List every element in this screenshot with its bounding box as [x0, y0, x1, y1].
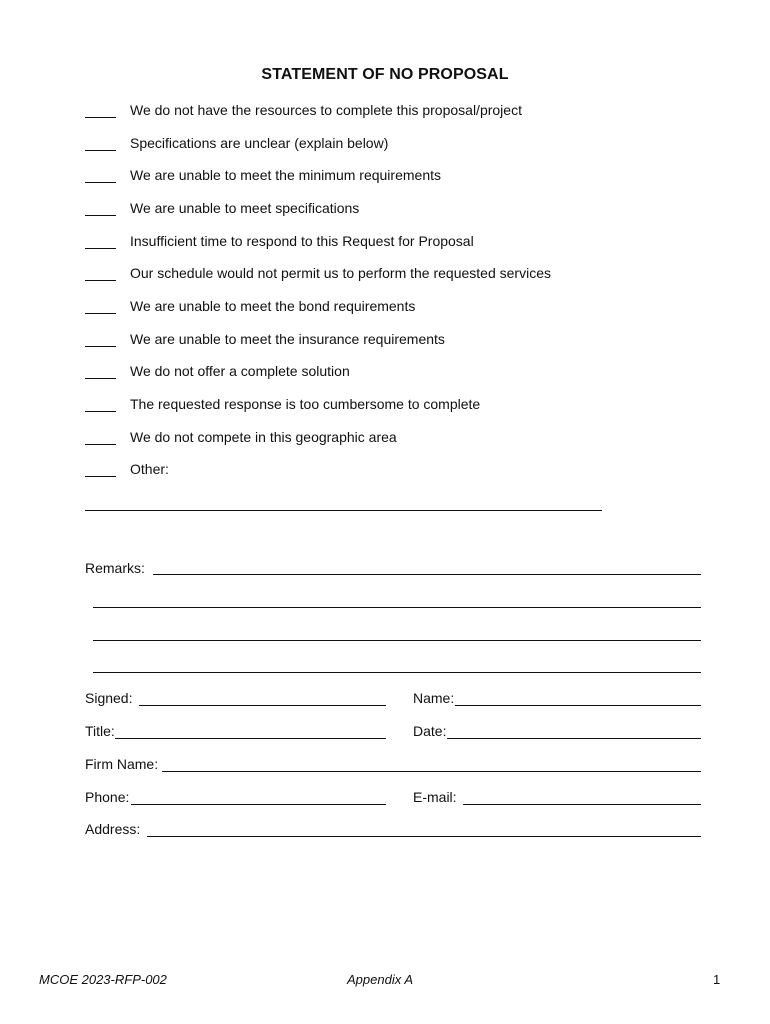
option-checkbox-blank[interactable]	[85, 215, 116, 216]
option-checkbox-blank[interactable]	[85, 280, 116, 281]
option-label: We do not offer a complete solution	[130, 363, 350, 379]
title-label: Title:	[85, 723, 115, 739]
option-label: Specifications are unclear (explain below)	[130, 135, 389, 151]
option-label: Insufficient time to respond to this Request for Proposal	[130, 233, 474, 249]
option-label: We are unable to meet the insurance requirements	[130, 331, 445, 347]
remarks-line[interactable]	[93, 640, 701, 641]
remarks-line[interactable]	[153, 574, 701, 575]
email-line[interactable]	[463, 804, 701, 805]
document-title: STATEMENT OF NO PROPOSAL	[261, 66, 509, 83]
footer-appendix: Appendix A	[347, 972, 414, 987]
other-explanation-line[interactable]	[85, 510, 602, 511]
option-label: We are unable to meet specifications	[130, 200, 360, 216]
email-label: E-mail:	[413, 789, 457, 805]
option-checkbox-blank[interactable]	[85, 313, 116, 314]
phone-label: Phone:	[85, 789, 130, 805]
option-checkbox-blank[interactable]	[85, 150, 116, 151]
option-label: Our schedule would not permit us to perform the requested services	[130, 265, 551, 281]
signed-label: Signed:	[85, 690, 133, 706]
address-line[interactable]	[147, 836, 701, 837]
firm-name-line[interactable]	[162, 771, 701, 772]
option-checkbox-blank[interactable]	[85, 248, 116, 249]
name-line[interactable]	[455, 705, 701, 706]
option-checkbox-blank[interactable]	[85, 411, 116, 412]
option-label: We do not have the resources to complete this proposal/project	[130, 102, 522, 118]
title-line[interactable]	[115, 738, 386, 739]
option-checkbox-blank[interactable]	[85, 378, 116, 379]
option-checkbox-blank[interactable]	[85, 476, 116, 477]
option-label: The requested response is too cumbersome to complete	[130, 396, 481, 412]
firm-name-label: Firm Name:	[85, 756, 159, 772]
address-label: Address:	[85, 821, 141, 837]
name-label: Name:	[413, 690, 455, 706]
option-checkbox-blank[interactable]	[85, 117, 116, 118]
page-number: 1	[713, 972, 721, 987]
option-checkbox-blank[interactable]	[85, 182, 116, 183]
remarks-line[interactable]	[93, 672, 701, 673]
option-label: We are unable to meet the minimum requirements	[130, 167, 441, 183]
option-label: We do not compete in this geographic area	[130, 429, 397, 445]
phone-line[interactable]	[131, 804, 386, 805]
remarks-line[interactable]	[93, 607, 701, 608]
signed-line[interactable]	[139, 705, 386, 706]
option-label: Other:	[130, 461, 169, 477]
option-checkbox-blank[interactable]	[85, 444, 116, 445]
remarks-label: Remarks:	[85, 560, 145, 576]
date-line[interactable]	[447, 738, 701, 739]
date-label: Date:	[413, 723, 447, 739]
option-label: We are unable to meet the bond requirements	[130, 298, 416, 314]
footer-document-id: MCOE 2023-RFP-002	[39, 972, 167, 987]
option-checkbox-blank[interactable]	[85, 346, 116, 347]
